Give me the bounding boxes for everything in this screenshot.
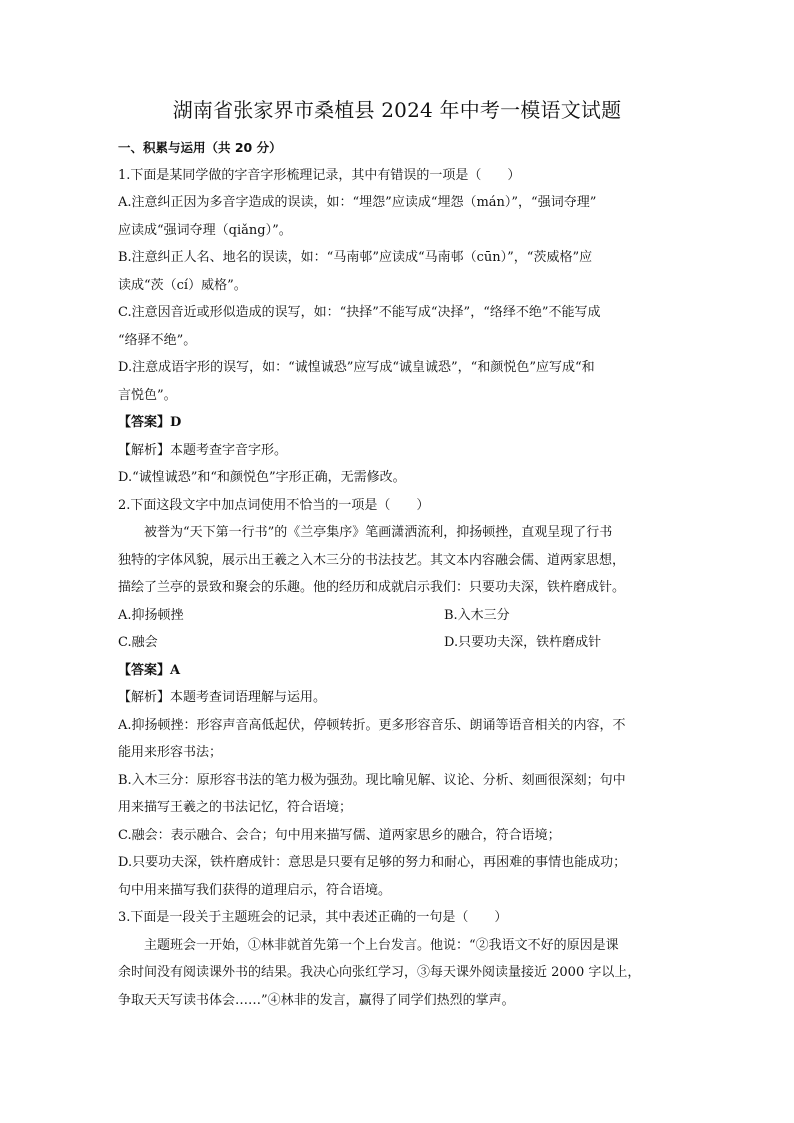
question-2-analysis: 【解析】本题考查词语理解与运用。 bbox=[118, 690, 327, 705]
section-heading: 一、积累与运用（共 20 分） bbox=[118, 140, 282, 155]
question-1-option-a: A.注意纠正因为多音字造成的误读，如：“埋怨”应读成“埋怨（mán）”，“强词夺理” bbox=[118, 195, 597, 210]
question-2-analysis-c: C.融会：表示融合、会合；句中用来描写儒、道两家思乡的融合，符合语境； bbox=[118, 827, 561, 843]
question-2-stem: 2.下面这段文字中加点词使用不恰当的一项是（ ） bbox=[118, 497, 430, 513]
question-2-analysis-b: B.入木三分：原形容书法的笔力极为强劲。现比喻见解、议论、分析、刻画很深刻；句中 bbox=[118, 772, 626, 788]
question-2-passage-line: 独特的字体风貌，展示出王羲之入木三分的书法技艺。其文本内容融会儒、道两家思想， bbox=[118, 552, 626, 568]
question-2-option-b: B.入木三分 bbox=[444, 607, 510, 623]
question-1-analysis-detail: D.“诚惶诚恐”和“和颜悦色”字形正确，无需修改。 bbox=[118, 470, 406, 485]
page-title: 湖南省张家界市桑植县 2024 年中考一模语文试题 bbox=[172, 98, 622, 122]
question-2-analysis-a: A.抑扬顿挫：形容声音高低起伏，停顿转折。更多形容音乐、朗诵等语音相关的内容，不 bbox=[118, 717, 626, 733]
question-3-passage-line: 主题班会一开始，①林非就首先第一个上台发言。他说：“②我语文不好的原因是课 bbox=[144, 937, 619, 953]
question-2-analysis-b-cont: 用来描写王羲之的书法记忆，符合语境； bbox=[118, 800, 353, 815]
question-1-analysis: 【解析】本题考查字音字形。 bbox=[118, 442, 288, 458]
question-2-option-a: A.抑扬顿挫 bbox=[118, 607, 184, 623]
question-2-answer: 【答案】A bbox=[118, 662, 181, 678]
question-2-options-row-1 bbox=[118, 602, 678, 630]
question-1-option-b: B.注意纠正人名、地名的误读，如：“马南邨”应读成“马南邨（cūn）”，“茨威格”应 bbox=[118, 250, 593, 265]
question-3-passage-line: 争取天天写读书体会……”④林非的发言，赢得了同学们热烈的掌声。 bbox=[118, 992, 515, 1008]
question-2-analysis-d: D.只要功夫深，铁杵磨成针：意思是只要有足够的努力和耐心，再困难的事情也能成功； bbox=[118, 855, 627, 870]
question-3-passage-line: 余时间没有阅读课外书的结果。我决心向张红学习，③每天课外阅读量接近 2000 字以上， bbox=[118, 965, 641, 980]
question-2-passage-line: 描绘了兰亭的景致和聚会的乐趣。他的经历和成就启示我们：只要功夫深，铁杵磨成针。 bbox=[118, 580, 626, 595]
question-2-options-row-2 bbox=[118, 629, 678, 657]
question-1-option-d-cont: 言悦色”。 bbox=[118, 387, 177, 403]
question-1-option-c: C.注意因音近或形似造成的误写，如：“抉择”不能写成“决择”，“络绎不绝”不能写成 bbox=[118, 305, 601, 320]
question-2-option-c: C.融会 bbox=[118, 635, 158, 650]
exam-content bbox=[118, 134, 678, 1014]
question-3-stem: 3.下面是一段关于主题班会的记录，其中表述正确的一句是（ ） bbox=[118, 910, 508, 925]
question-1-answer: 【答案】D bbox=[118, 415, 182, 430]
question-1-option-a-cont: 应读成“强词夺理（qiǎng）”。 bbox=[118, 222, 292, 238]
question-1-option-c-cont: “络驿不绝”。 bbox=[118, 332, 197, 348]
question-1-option-d: D.注意成语字形的误写，如：“诚惶诚恐”应写成“诚皇诚恐”，“和颜悦色”应写成“和 bbox=[118, 360, 595, 375]
question-2-passage-line: 被誉为“天下第一行书”的《兰亭集序》笔画潇洒流利，抑扬顿挫，直观呈现了行书 bbox=[144, 525, 613, 540]
question-2-option-d: D.只要功夫深，铁杵磨成针 bbox=[444, 635, 602, 650]
question-1-option-b-cont: 读成“茨（cí）威格”。 bbox=[118, 277, 247, 293]
question-2-analysis-d-cont: 句中用来描写我们获得的道理启示，符合语境。 bbox=[118, 882, 392, 898]
question-1-stem: 1.下面是某同学做的字音字形梳理记录，其中有错误的一项是（ ） bbox=[118, 167, 521, 183]
question-2-analysis-a-cont: 能用来形容书法； bbox=[118, 745, 223, 760]
